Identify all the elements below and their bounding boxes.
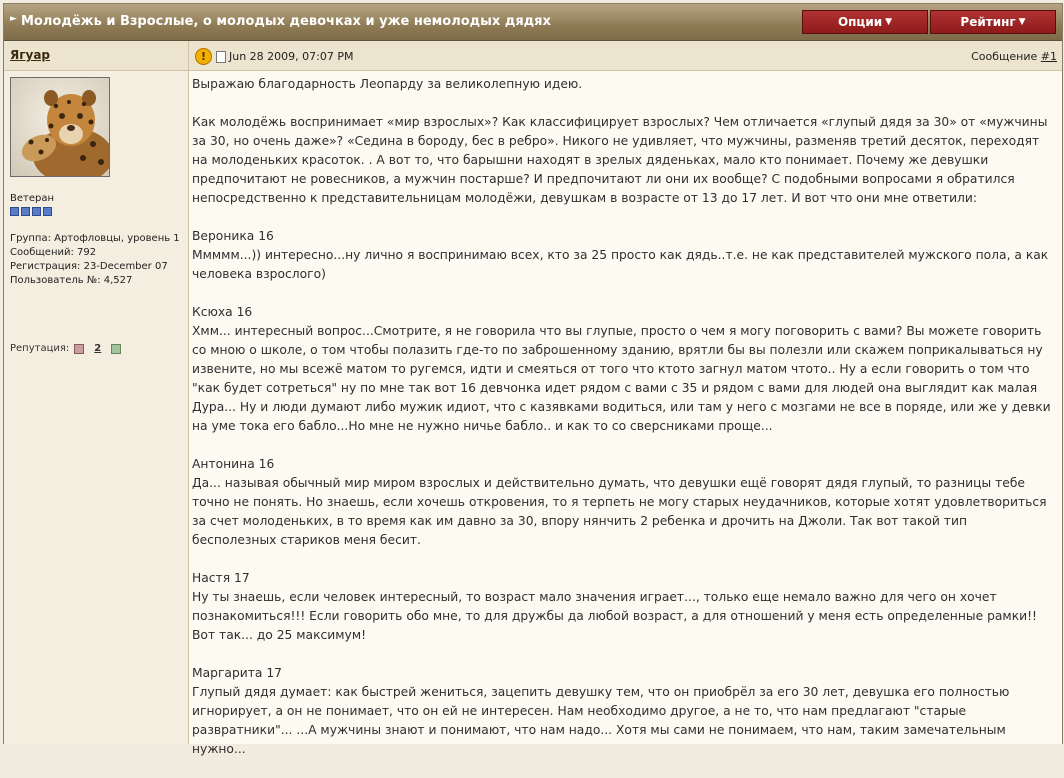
chevron-down-icon: ▼ (885, 17, 893, 27)
author-name-link[interactable]: Ягуар (10, 48, 51, 62)
rank-pip-icon (21, 207, 30, 216)
author-posts: Сообщений: 792 (10, 247, 97, 258)
author-user-number: Пользователь №: 4,527 (10, 275, 133, 286)
chevron-down-icon: ▼ (1018, 17, 1026, 27)
rating-button[interactable] (930, 10, 1056, 34)
document-icon (216, 51, 226, 63)
post-date: Jun 28 2009, 07:07 PM (229, 50, 354, 63)
jaguar-avatar (11, 78, 109, 176)
post-number-label: Сообщение (971, 50, 1038, 63)
reputation-plus-icon[interactable] (111, 344, 121, 354)
answer-text: Глупый дядя думает: как быстрей жениться, зацепить девушку тем, что он приобрёл за его 30 лет, девушка его полностью игнорирует, а он не понимает, что он ей не интересен. Нам необходимо другое, а не то, что нам предлагают "старые развратники"... ...А мужчины знают и понимают, что нам надо... Хотя мы сами не понимаем, что нам, таким замечательным нужно... (192, 685, 1010, 756)
rank-pip-icon (32, 207, 41, 216)
rank-pip-icon (10, 207, 19, 216)
answer-name: Настя 17 (192, 571, 250, 585)
author-rank: Ветеран (10, 193, 55, 204)
arrow-right-icon: ► (10, 14, 17, 24)
answer-name: Маргарита 17 (192, 666, 282, 680)
answer-name: Ксюха 16 (192, 305, 253, 319)
author-header (4, 41, 188, 71)
post-header (189, 41, 1062, 71)
answer-name: Вероника 16 (192, 229, 274, 243)
answer-name: Антонина 16 (192, 457, 275, 471)
post-body (192, 75, 1054, 778)
answer-text: Хмм... интересный вопрос...Смотрите, я не говорила что вы глупые, просто о чем я могу поговорить с вами? Вы можете говорить со мною о школе, о том чтобы полазить где-то по заброшенному зданию, врятли бы вы полезли или скажем поприкалываться ну извените, но мы всежё матом то ругемся, идти и смеяться от того что ктото загнул матом чтото.. Ну а если говорить о том что "как будет сотреться" ну по мне так вот 16 девчонка идет рядом с вами с 35 и рядом с вами для людей она выглядит как малая Дура... Ну и люди думают либо мужик идиот, что с казявками водиться, или там у него с мозгами не все в поряде, или же у девки на уме тока его бабло...Но мне не нужно ничье бабло.. и как то со сверсниками проще... (192, 324, 1051, 433)
answer-text: Ммммм...)) интересно...ну лично я воспринимаю всех, кто за 25 просто как дядь..т.е. не как представителей мужского пола, а как человека взрослого) (192, 248, 1049, 281)
answer-block (192, 455, 1054, 550)
answer-block (192, 569, 1054, 645)
rating-label: Рейтинг (960, 15, 1016, 29)
topic-title: Молодёжь и Взрослые, о молодых девочках и уже немолодых дядях (21, 14, 551, 29)
author-column (4, 41, 189, 744)
answer-text: Да... называя обычный мир миром взрослых и действительно думать, что девушки ещё говорят дядя глупый, то разницы тебе точно не понять. Но знаешь, если хочешь откровения, то я терпеть не могу старых неудачников, которые хотят удовлетвориться за счет молоденьких, в то время как им давно за 30, впору нянчить 2 ребенка и дрочить на Джоли. Так вот такой тип бесполезных стариков меня бесит. (192, 476, 1047, 547)
rank-pips (10, 207, 52, 216)
author-registered: Регистрация: 23-December 07 (10, 261, 168, 272)
reputation-label: Репутация: (10, 343, 70, 354)
author-group: Группа: Артофловцы, уровень 1 (10, 233, 180, 244)
answer-block (192, 227, 1054, 284)
options-button[interactable] (802, 10, 928, 34)
reputation-minus-icon[interactable] (74, 344, 84, 354)
post-question: Как молодёжь воспринимает «мир взрослых»? Как классифицирует взрослых? Чем отличается «глупый дядя за 30» от «мужчины за 30, но очень даже»? «Седина в бороду, бес в ребро». Никого не удивляет, что мужчины, разменяв третий десяток, переходят на молоденьких красоток. . А вот то, что барышни находят в зрелых дяденьках, мало кто понимает. Почему же девушки предпочитают не ровесников, а мужчин постарше? И предпочитают ли они их вообще? С подобными вопросами я обратился непосредственно к представительницам молодёжи, девушкам в возрасте от 13 до 17 лет. И вот что они мне ответили: (192, 115, 1048, 205)
topic-header-bar (4, 4, 1062, 41)
warning-icon[interactable]: ! (195, 48, 212, 65)
reputation (10, 343, 121, 354)
options-label: Опции (837, 15, 883, 29)
author-details (10, 232, 186, 288)
avatar (10, 77, 110, 177)
answer-block (192, 664, 1054, 759)
answer-text: Ну ты знаешь, если человек интересный, то возраст мало значения играет..., только еще немало важно для чего он хочет познакомиться!!! Если говорить обо мне, то для дружбы да любой возраст, а для отношений у меня есть определенные рамки!! Вот так... до 25 максимум! (192, 590, 1037, 642)
answer-block (192, 303, 1054, 436)
post-number-link[interactable]: #1 (1040, 50, 1057, 63)
post-number (971, 50, 1057, 63)
reputation-value[interactable]: 2 (94, 343, 102, 354)
rank-pip-icon (43, 207, 52, 216)
post-intro: Выражаю благодарность Леопарду за великолепную идею. (192, 77, 583, 91)
